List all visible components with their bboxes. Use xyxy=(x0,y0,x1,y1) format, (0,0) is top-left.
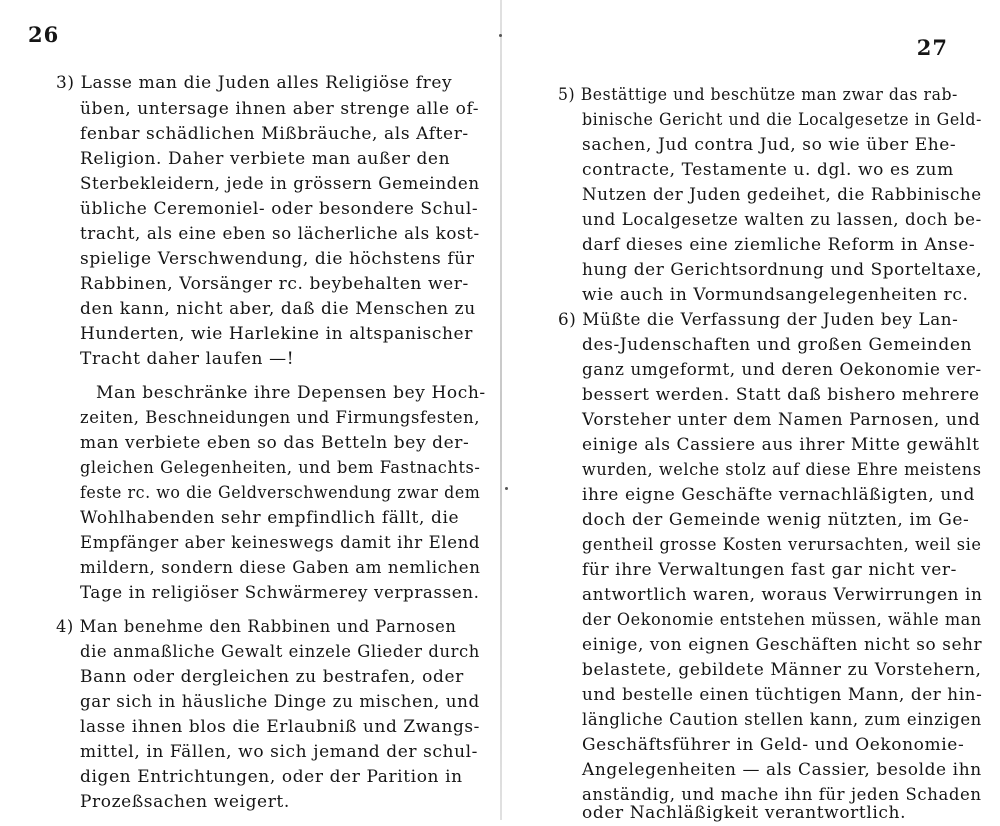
text-line: darf dieses eine ziemliche Reform in Anse- xyxy=(582,235,976,255)
text-line: mildern, sondern diese Gaben am nemlichen xyxy=(80,558,481,578)
text-line: doch der Gemeinde wenig nützten, im Ge- xyxy=(582,510,970,530)
text-line: üben, untersage ihnen aber strenge alle of- xyxy=(80,99,480,119)
text-line: sachen, Jud contra Jud, so wie über Ehe- xyxy=(582,135,957,155)
text-line: Sterbekleidern, jede in grössern Gemeinden xyxy=(80,174,480,194)
text-line: ganz umgeformt, und deren Oekonomie ver- xyxy=(582,360,982,380)
gutter-mark xyxy=(505,487,508,490)
text-line: feste rc. wo die Geldverschwendung zwar dem xyxy=(80,483,481,503)
text-line: wie auch in Vormundsangelegenheiten rc. xyxy=(582,285,969,305)
text-line: Tracht daher laufen —! xyxy=(80,349,295,369)
text-line: hung der Gerichtsordnung und Sporteltaxe, xyxy=(582,260,983,280)
text-line: und bestelle einen tüchtigen Mann, der hin- xyxy=(582,685,983,705)
text-line: Wohlhabenden sehr empfindlich fällt, die xyxy=(80,508,460,528)
text-line: Prozeßsachen weigert. xyxy=(80,792,290,812)
text-line: den kann, nicht aber, daß die Menschen zu xyxy=(80,299,476,319)
text-line: einige, von eignen Geschäften nicht so sehr xyxy=(582,635,983,655)
text-line: gar sich in häusliche Dinge zu mischen, und xyxy=(80,692,480,712)
text-line: 5) Bestättige und beschütze man zwar das rab- xyxy=(558,85,958,105)
text-line: Angelegenheiten — als Cassier, besolde ihn xyxy=(582,760,982,780)
text-line: Hunderten, wie Harlekine in altspanischer xyxy=(80,324,473,344)
text-line: 6) Müßte die Verfassung der Juden bey Lan- xyxy=(558,310,959,330)
gutter-mark xyxy=(499,34,502,37)
text-line: digen Entrichtungen, oder der Parition in xyxy=(80,767,463,787)
text-line: Rabbinen, Vorsänger rc. beybehalten wer- xyxy=(80,274,469,294)
text-line: gleichen Gelegenheiten, und bem Fastnachts- xyxy=(80,458,481,478)
text-line: 3) Lasse man die Juden alles Religiöse frey xyxy=(56,73,453,93)
text-line: Empfänger aber keineswegs damit ihr Elend xyxy=(80,533,481,553)
text-line: belastete, gebildete Männer zu Vorstehern, xyxy=(582,660,982,680)
text-line: binische Gericht und die Localgesetze in Geld- xyxy=(582,110,982,130)
text-line: Geschäftsführer in Geld- und Oekonomie- xyxy=(582,735,965,755)
text-line: zeiten, Beschneidungen und Firmungsfesten, xyxy=(80,408,481,428)
text-line: lasse ihnen blos die Erlaubniß und Zwangs- xyxy=(80,717,480,737)
text-line: Vorsteher unter dem Namen Parnosen, und xyxy=(582,410,981,430)
text-line: 4) Man benehme den Rabbinen und Parnosen xyxy=(56,617,457,637)
text-line: einige als Cassiere aus ihrer Mitte gewählt xyxy=(582,435,980,455)
text-line: für ihre Verwaltungen fast gar nicht ver- xyxy=(582,560,957,580)
text-line: gentheil grosse Kosten verursachten, weil sie xyxy=(582,535,982,555)
text-line: Nutzen der Juden gedeihet, die Rabbinische xyxy=(582,185,982,205)
book-gutter xyxy=(500,0,502,820)
text-line: bessert werden. Statt daß bishero mehrere xyxy=(582,385,980,405)
text-line: Man beschränke ihre Depensen bey Hoch- xyxy=(96,383,486,403)
text-line: spielige Verschwendung, die höchstens für xyxy=(80,249,475,269)
text-line: man verbiete eben so das Betteln bey der- xyxy=(80,433,470,453)
text-line: Bann oder dergleichen zu bestrafen, oder xyxy=(80,667,464,687)
text-line: die anmaßliche Gewalt einzele Glieder durch xyxy=(80,642,480,662)
text-line: oder Nachläßigkeit verantwortlich. xyxy=(582,803,907,823)
text-line: übliche Ceremoniel- oder besondere Schul- xyxy=(80,199,479,219)
text-line: der Oekonomie entstehen müssen, wähle man xyxy=(582,610,982,630)
page-number: 26 xyxy=(28,22,60,47)
page-number: 27 xyxy=(916,35,948,60)
text-line: wurden, welche stolz auf diese Ehre meistens xyxy=(582,460,982,480)
text-line: tracht, als eine eben so lächerliche als kost- xyxy=(80,224,480,244)
text-line: Tage in religiöser Schwärmerey verprassen. xyxy=(80,583,480,603)
text-line: fenbar schädlichen Mißbräuche, als After- xyxy=(80,124,469,144)
text-line: Religion. Daher verbiete man außer den xyxy=(80,149,451,169)
text-line: mittel, in Fällen, wo sich jemand der schul- xyxy=(80,742,479,762)
text-line: längliche Caution stellen kann, zum einzigen xyxy=(582,710,982,730)
text-line: antwortlich waren, woraus Verwirrungen in xyxy=(582,585,983,605)
text-line: ihre eigne Geschäfte vernachläßigten, und xyxy=(582,485,975,505)
text-line: des-Judenschaften und großen Gemeinden xyxy=(582,335,973,355)
text-line: anständig, und mache ihn für jeden Schaden xyxy=(582,785,982,805)
text-line: contracte, Testamente u. dgl. wo es zum xyxy=(582,160,954,180)
text-line: und Localgesetze walten zu lassen, doch be- xyxy=(582,210,982,230)
